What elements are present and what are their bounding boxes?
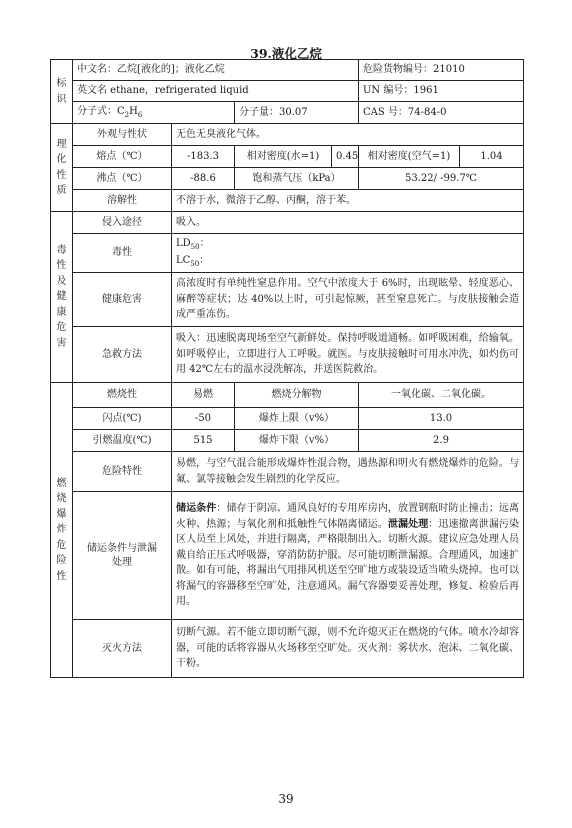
melting-point-value: -183.3 xyxy=(172,146,235,168)
molecular-weight: 分子量：30.07 xyxy=(235,102,359,124)
lc50-line: $LC_{50}$： xyxy=(176,255,210,268)
boiling-point-value: -88.6 xyxy=(172,168,235,190)
melting-point-label: 熔点（℃） xyxy=(73,146,172,168)
relative-density-air-value: 1.04 xyxy=(460,146,524,168)
solubility-value: 不溶于水，微溶于乙醇、丙酮，溶于苯。 xyxy=(172,190,524,212)
decomposition-label: 燃烧分解物 xyxy=(235,383,359,408)
combustibility-label: 燃烧性 xyxy=(73,383,172,408)
leak-title: 泄漏处理 xyxy=(387,518,429,530)
category-identification: 标 识 xyxy=(51,60,73,124)
category-fire-explosion: 燃 烧 爆 炸 危 险 性 xyxy=(51,383,73,678)
first-aid-value: 吸入：迅速脱离现场至空气新鲜处。保持呼吸道通畅。如呼吸困难，给输氧。如呼吸停止，立即进行人工呼吸。就医。与皮肤接触时可用水冲洗，如灼伤可用 42℃左右的温水浸洗解冻，并送医院救治。 xyxy=(172,327,524,383)
lower-explosive-limit-label: 爆炸下限（v%） xyxy=(235,430,359,452)
relative-density-water-value: 0.45 xyxy=(332,146,359,168)
relative-density-water-label: 相对密度(水=1) xyxy=(235,146,332,168)
page-title: 39.液化乙烷 xyxy=(250,46,322,61)
boiling-point-label: 沸点（℃） xyxy=(73,168,172,190)
toxicity-value xyxy=(172,234,524,273)
solubility-label: 溶解性 xyxy=(73,190,172,212)
upper-explosive-limit-label: 爆炸上限（v%） xyxy=(235,408,359,430)
route-label: 侵入途径 xyxy=(73,212,172,234)
vapor-pressure-value: 53.22/ -99.7℃ xyxy=(359,168,524,190)
cas-number: CAS 号：74-84-0 xyxy=(359,102,524,124)
hazard-number: 危险货物编号：21010 xyxy=(359,60,524,81)
category-physicochemical: 理 化 性 质 xyxy=(51,124,73,212)
toxicity-label: 毒性 xyxy=(73,234,172,273)
ld50-line: $LD_{50}$： xyxy=(176,237,210,251)
storage-title: 储运条件 xyxy=(176,503,217,515)
flash-point-value: -50 xyxy=(172,408,235,430)
health-hazard-label: 健康危害 xyxy=(73,273,172,327)
storage-leak-value: 储运条件：储存于阴凉、通风良好的专用库房内，放置钢瓶时防止撞击；远离火种、热源；与氧化剂和抵触性气体隔离储运。泄漏处理：迅速撤离泄漏污染区人员至上风处，并进行隔离，严格限制出入。切断火源。建议应急处理人员戴自给正压式呼吸器，穿消防防护服。尽可能切断泄漏源。合理通风，加速扩散。如有可能，将漏出气用排风机送至空旷地方或装设适当喷头烧掉。也可以将漏气的容器移至空旷处，注意通风。漏气容器要妥善处理，修复、检验后再用。 xyxy=(172,492,524,620)
route-value: 吸入。 xyxy=(172,212,524,234)
appearance-label: 外观与性状 xyxy=(73,124,172,146)
hazard-properties-label: 危险特性 xyxy=(73,452,172,492)
health-hazard-value: 高浓度时有单纯性窒息作用。空气中浓度大于 6%时，出现眩晕、轻度恶心、麻醉等症状；达 40%以上时，可引起惊厥，甚至窒息死亡。与皮肤接触会造成严重冻伤。 xyxy=(172,273,524,327)
relative-density-air-label: 相对密度(空气=1) xyxy=(359,146,460,168)
ignition-temp-label: 引燃温度(℃) xyxy=(73,430,172,452)
category-toxicity: 毒 性 及 健 康 危 害 xyxy=(51,212,73,383)
extinguishing-label: 灭火方法 xyxy=(73,620,172,678)
page-number: 39 xyxy=(278,792,294,806)
ignition-temp-value: 515 xyxy=(172,430,235,452)
un-number: UN 编号：1961 xyxy=(359,81,524,102)
upper-explosive-limit-value: 13.0 xyxy=(359,408,524,430)
appearance-value: 无色无臭液化气体。 xyxy=(172,124,524,146)
vapor-pressure-label: 饱和蒸气压（kPa） xyxy=(235,168,359,190)
flash-point-label: 闪点(℃) xyxy=(73,408,172,430)
molecular-formula: 分子式：$C_2H_6$ xyxy=(73,102,235,124)
chinese-name: 中文名：乙烷[液化的]；液化乙烷 xyxy=(73,60,359,81)
hazard-properties-value: 易燃，与空气混合能形成爆炸性混合物，遇热源和明火有燃烧爆炸的危险。与氟、氯等接触会发生剧烈的化学反应。 xyxy=(172,452,524,492)
combustibility-value: 易燃 xyxy=(172,383,235,408)
decomposition-value: 一氧化碳、二氧化碳。 xyxy=(359,383,524,408)
lower-explosive-limit-value: 2.9 xyxy=(359,430,524,452)
first-aid-label: 急救方法 xyxy=(73,327,172,383)
extinguishing-value: 切断气源。若不能立即切断气源，则不允许熄灭正在燃烧的气体。喷水冷却容器，可能的话将容器从火场移至空旷处。灭火剂：雾状水、泡沫、二氧化碳、干粉。 xyxy=(172,620,524,678)
storage-leak-label: 储运条件与泄漏处理 xyxy=(73,492,172,620)
msds-table xyxy=(50,59,524,678)
english-name: 英文名 ethane，refrigerated liquid xyxy=(73,81,359,102)
